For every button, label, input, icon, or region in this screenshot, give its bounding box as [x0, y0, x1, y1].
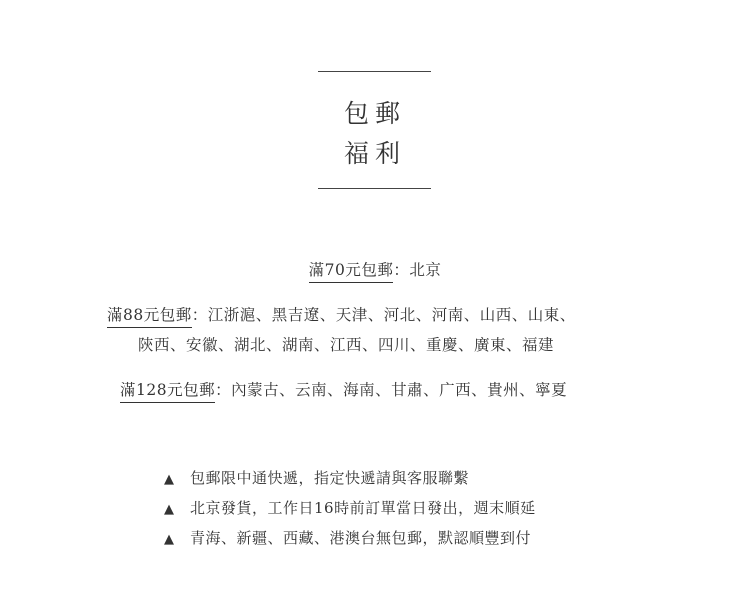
note-text: 包郵限中通快遞，指定快遞請與客服聯繫: [190, 469, 470, 487]
note-item: [164, 528, 536, 558]
triangle-bullet-icon: ▲: [164, 472, 175, 487]
triangle-bullet-icon: ▲: [164, 532, 175, 547]
shipping-notes: [164, 468, 536, 558]
triangle-bullet-icon: ▲: [164, 502, 175, 517]
tier-regions-continued: 陝西、安徽、湖北、湖南、江西、四川、重慶、廣東、福建: [138, 336, 555, 354]
tier-regions: 江浙滬、黑吉遼、天津、河北、河南、山西、山東、: [207, 306, 576, 324]
note-item: [164, 468, 536, 498]
note-text: 青海、新疆、西藏、港澳台無包郵，默認順豐到付: [190, 529, 532, 547]
tier-label: 滿88元包郵: [107, 303, 192, 328]
shipping-tier-70: [0, 258, 750, 283]
tier-label: 滿70元包郵: [309, 258, 394, 283]
tier-label: 滿128元包郵: [120, 378, 215, 403]
shipping-tier-88-continued: [138, 333, 554, 355]
title-bottom-divider: [318, 188, 431, 189]
tier-regions: 內蒙古、云南、海南、甘肅、广西、貴州、寧夏: [231, 381, 568, 399]
shipping-tier-88: [107, 303, 576, 328]
note-item: [164, 498, 536, 528]
note-text: 北京發貨，工作日16時前訂單當日發出，週末順延: [190, 499, 536, 517]
tier-separator: ：: [215, 381, 232, 399]
title-line-1: 包郵: [343, 99, 406, 128]
tier-separator: ：: [191, 306, 208, 324]
tier-regions: 北京: [409, 261, 442, 279]
shipping-tier-128: [120, 378, 567, 403]
title-line-2: 福利: [343, 139, 406, 168]
title-top-divider: [318, 71, 431, 72]
tier-separator: ：: [393, 261, 410, 279]
